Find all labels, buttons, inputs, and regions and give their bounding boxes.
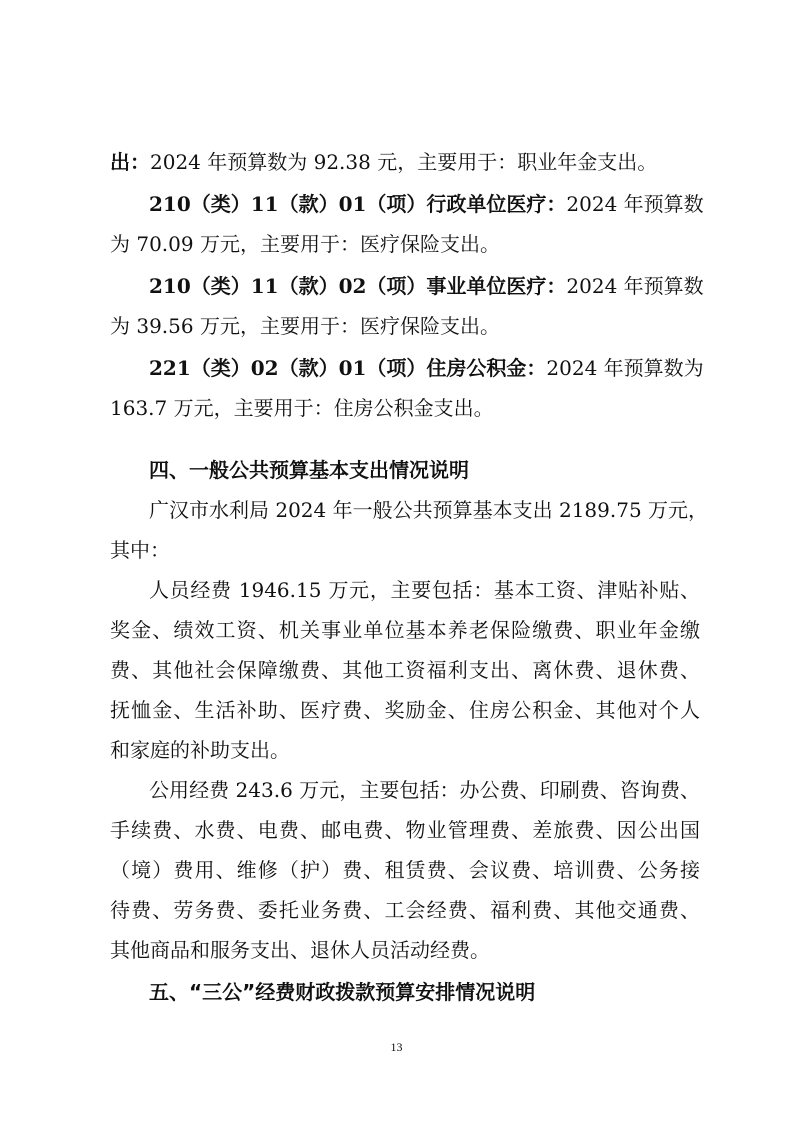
- item-line-zhiye-nianjin: [110, 148, 700, 176]
- paragraph-line: 费、其他社会保障缴费、其他工资福利支出、离休费、退休费、: [110, 658, 700, 682]
- paragraph-line: 和家庭的补助支出。: [110, 738, 290, 762]
- page-number: 13: [390, 1040, 403, 1054]
- section-heading-5: 五、“三公”经费财政拨款预算安排情况说明: [149, 980, 536, 1004]
- paragraph-line: 手续费、水费、电费、邮电费、物业管理费、差旅费、因公出国: [110, 818, 700, 842]
- item-line-continuation: 为 70.09 万元，主要用于：医疗保险支出。: [110, 232, 500, 256]
- item-text: 2024 年预算数为 92.38 元，主要用于：职业年金支出。: [150, 150, 658, 174]
- paragraph-line: 公用经费 243.6 万元，主要包括：办公费、印刷费、咨询费、: [149, 778, 700, 802]
- paragraph-line: 其中：: [110, 538, 170, 562]
- section-heading-4: 四、一般公共预算基本支出情况说明: [149, 458, 469, 482]
- item-line-xingzheng-yiliao: [149, 190, 704, 218]
- paragraph-line: 抚恤金、生活补助、医疗费、奖励金、住房公积金、其他对个人: [110, 698, 700, 722]
- item-label: 221（类）02（款）01（项）住房公积金：: [149, 356, 547, 380]
- item-line-continuation: 为 39.56 万元，主要用于：医疗保险支出。: [110, 314, 500, 338]
- item-line-continuation: 163.7 万元，主要用于：住房公积金支出。: [110, 396, 494, 420]
- paragraph-line: 人员经费 1946.15 万元，主要包括：基本工资、津贴补贴、: [149, 578, 700, 602]
- item-line-zhufang-gongjijin: [149, 354, 704, 382]
- paragraph-line: 待费、劳务费、委托业务费、工会经费、福利费、其他交通费、: [110, 898, 700, 922]
- item-text: 2024 年预算数: [566, 192, 704, 216]
- paragraph-line: 其他商品和服务支出、退休人员活动经费。: [110, 938, 490, 962]
- item-label: 出：: [110, 150, 150, 174]
- paragraph-line: （境）费用、维修（护）费、租赁费、会议费、培训费、公务接: [110, 858, 700, 882]
- item-label: 210（类）11（款）02（项）事业单位医疗：: [149, 274, 567, 298]
- item-line-shiye-yiliao: [149, 272, 704, 300]
- item-text: 2024 年预算数为: [546, 356, 704, 380]
- paragraph-line: 奖金、绩效工资、机关事业单位基本养老保险缴费、职业年金缴: [110, 618, 700, 642]
- paragraph-line: 广汉市水利局 2024 年一般公共预算基本支出 2189.75 万元，: [149, 498, 709, 522]
- item-text: 2024 年预算数: [566, 274, 704, 298]
- item-label: 210（类）11（款）01（项）行政单位医疗：: [149, 192, 567, 216]
